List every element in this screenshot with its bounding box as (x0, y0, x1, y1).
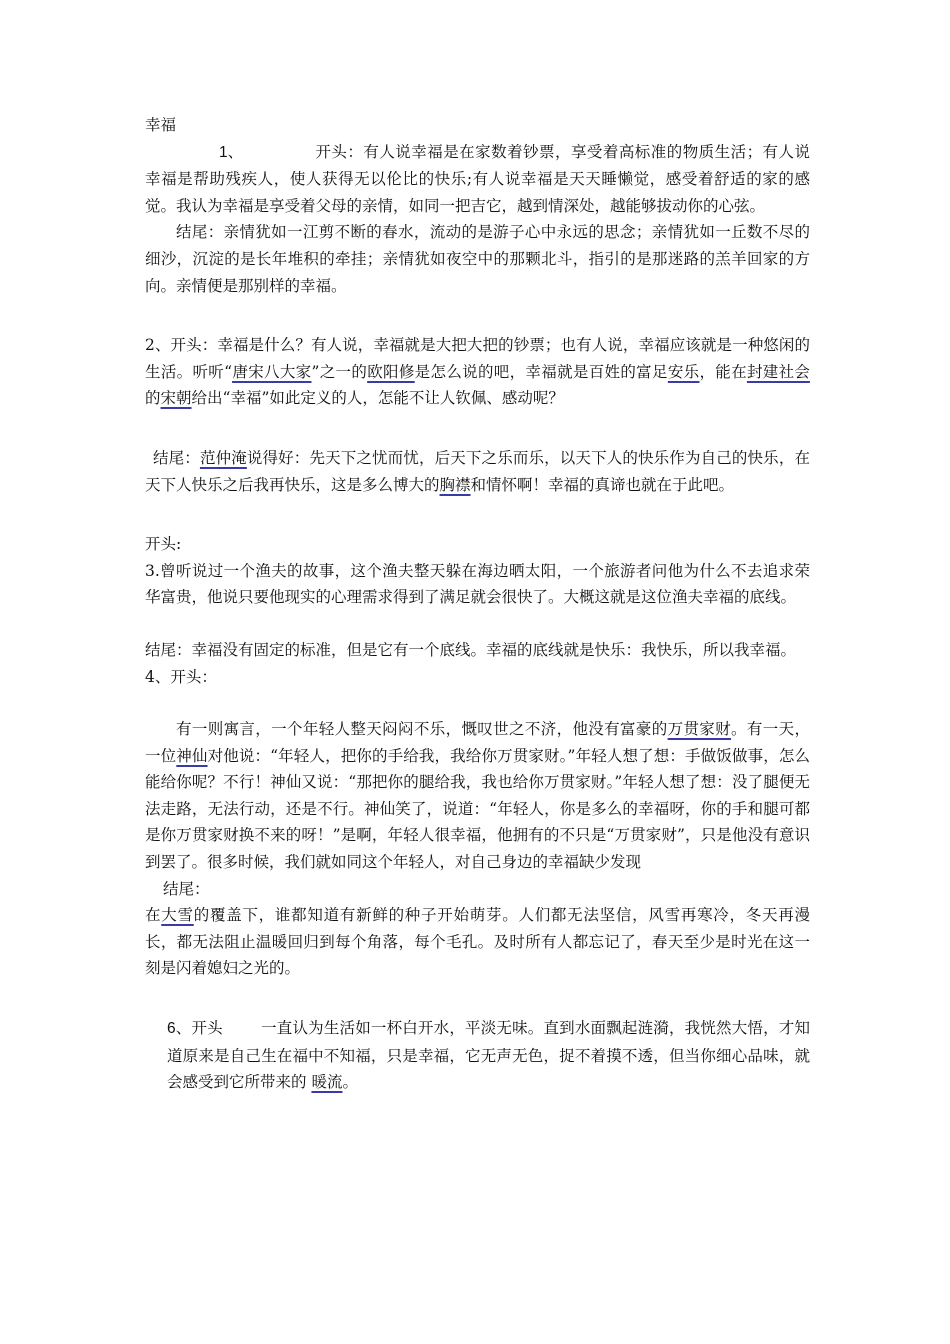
section-4-text-c: 对他说：“年轻人，把你的手给我，我给你万贯家财。”年轻人想了想：手做饭做事，怎么能给你呢？不行！神仙又说：“那把你的腿给我，我也给你万贯家财。”年轻人想了想：没了腿便无法走路，无法行动，还是不行。神仙笑了，说道：“年轻人，你是多么的幸福呀，你的手和腿可都是你万贯家财换不来的呀！”是啊，年轻人很幸福，他拥有的不只是“万贯家财”，只是他没有意识到罢了。很多时候，我们就如同这个年轻人，对自己身边的幸福缺少发现 (145, 746, 810, 872)
section-2-text-c: 是怎么说的吧，幸福就是百姓的富足 (414, 362, 668, 381)
link-xiongjin[interactable]: 胸襟 (439, 475, 471, 494)
link-anle[interactable]: 安乐 (667, 362, 700, 381)
section-3-ending: 结尾：幸福没有固定的标准，但是它有一个底线。幸福的底线就是快乐：我快乐，所以我幸福。 (145, 640, 797, 659)
document-body (145, 112, 810, 1096)
section-1-lead: 开头： (315, 142, 364, 161)
section-6-text-a: 一直认为生活如一杯白开水，平淡无味。直到水面飘起涟漪，我恍然大悟，才知道原来是自己生在福中不知福，只是幸福，它无声无色，捉不着摸不透，但当你细心品味，就会感受到它所带来的 (167, 1019, 810, 1092)
link-tangsong-badajia[interactable]: 唐宋八大家 (232, 362, 312, 381)
section-4-lead: 4、开头： (145, 667, 217, 686)
section-2-text-e: 的 (145, 389, 161, 408)
section-6-text-b: 。 (342, 1073, 358, 1092)
link-shenxian[interactable]: 神仙 (176, 746, 208, 765)
section-1-opening (145, 139, 810, 220)
section-6-opening (145, 1015, 810, 1096)
section-2-opening (145, 332, 810, 412)
section-2-ending-text-b: 和情怀啊！幸福的真谛也就在于此吧。 (470, 475, 735, 494)
section-2-text-a: 2、开头：幸福是什么？有人说，幸福就是大把大把的钞票；也有人说，幸福应该就是一种悠闲的生活。听听“ (145, 336, 810, 381)
spacer (145, 982, 810, 1015)
section-4-text-b: 。有一天，一位 (145, 720, 810, 765)
section-1-opening-text: 有人说幸福是在家数着钞票，享受着高标准的物质生活；有人说幸福是帮助残疾人，使人获得无以伦比的快乐;有人说幸福是天天睡懒觉，感受着舒适的家的感觉。我认为幸福是享受着父母的亲情，如同一把吉它，越到情深处，越能够拔动你的心弦。 (145, 142, 810, 215)
link-fengjian-shehui[interactable]: 封建社会 (746, 362, 810, 381)
section-4-opening (145, 716, 810, 876)
section-3-lead: 开头: (145, 535, 182, 554)
link-songchao[interactable]: 宋朝 (160, 389, 192, 408)
link-wanguan-jiacai[interactable]: 万贯家财 (667, 720, 732, 739)
section-2-ending (145, 445, 810, 498)
section-4-text-a: 有一则寓言，一个年轻人整天闷闷不乐，慨叹世之不济，他没有富豪的 (176, 720, 668, 739)
link-fanzhongyan[interactable]: 范仲淹 (199, 448, 247, 467)
section-2-ending-text-a: 说得好：先天下之忧而忧，后天下之乐而乐，以天下人的快乐作为自己的快乐，在天下人快乐之后我再快乐，这是多么博大的 (145, 448, 810, 494)
section-2-ending-lead: 结尾： (153, 448, 200, 467)
section-3-opening: 3.曾听说过一个渔夫的故事，这个渔夫整天躲在海边晒太阳，一个旅游者问他为什么不去追求荣华富贵，他说只要他现实的心理需求得到了满足就会很快了。大概这就是这位渔夫幸福的底线。 (145, 561, 810, 607)
spacer (145, 690, 810, 716)
document-title: 幸福 (145, 116, 177, 134)
section-4-ending-text-a: 在 (145, 906, 162, 925)
section-2-text-b: ”之一的 (311, 362, 368, 381)
section-6-lead: 6、开头 (167, 1020, 223, 1038)
section-1-ending: 结尾：亲情犹如一江剪不断的春水，流动的是游子心中永远的思念；亲情犹如一丘数不尽的细沙，沉淀的是长年堆积的牵挂；亲情犹如夜空中的那颗北斗，指引的是那迷路的羔羊回家的方向。亲情便是那别样的幸福。 (145, 223, 810, 295)
section-1-number: 1、 (219, 143, 244, 161)
spacer (145, 498, 810, 531)
section-2-text-d: ，能在 (699, 362, 747, 381)
link-daxue[interactable]: 大雪 (161, 906, 194, 925)
spacer (145, 611, 810, 637)
section-4-ending-text-b: 的覆盖下，谁都知道有新鲜的种子开始萌芽。人们都无法坚信，风雪再寒冷，冬天再漫长，都无法阻止温暖回归到每个角落，每个毛孔。及时所有人都忘记了，春天至少是时光在这一刻是闪着媳妇之光的。 (145, 906, 810, 978)
link-ouyangxiu[interactable]: 欧阳修 (367, 362, 415, 381)
spacer (145, 412, 810, 445)
spacer (145, 299, 810, 332)
section-2-text-f: 给出“幸福”如此定义的人，怎能不让人钦佩、感动呢？ (191, 389, 564, 408)
section-4-ending-lead: 结尾： (163, 879, 210, 898)
link-nuanliu[interactable]: 暖流 (311, 1073, 343, 1092)
section-4-ending (145, 902, 810, 982)
